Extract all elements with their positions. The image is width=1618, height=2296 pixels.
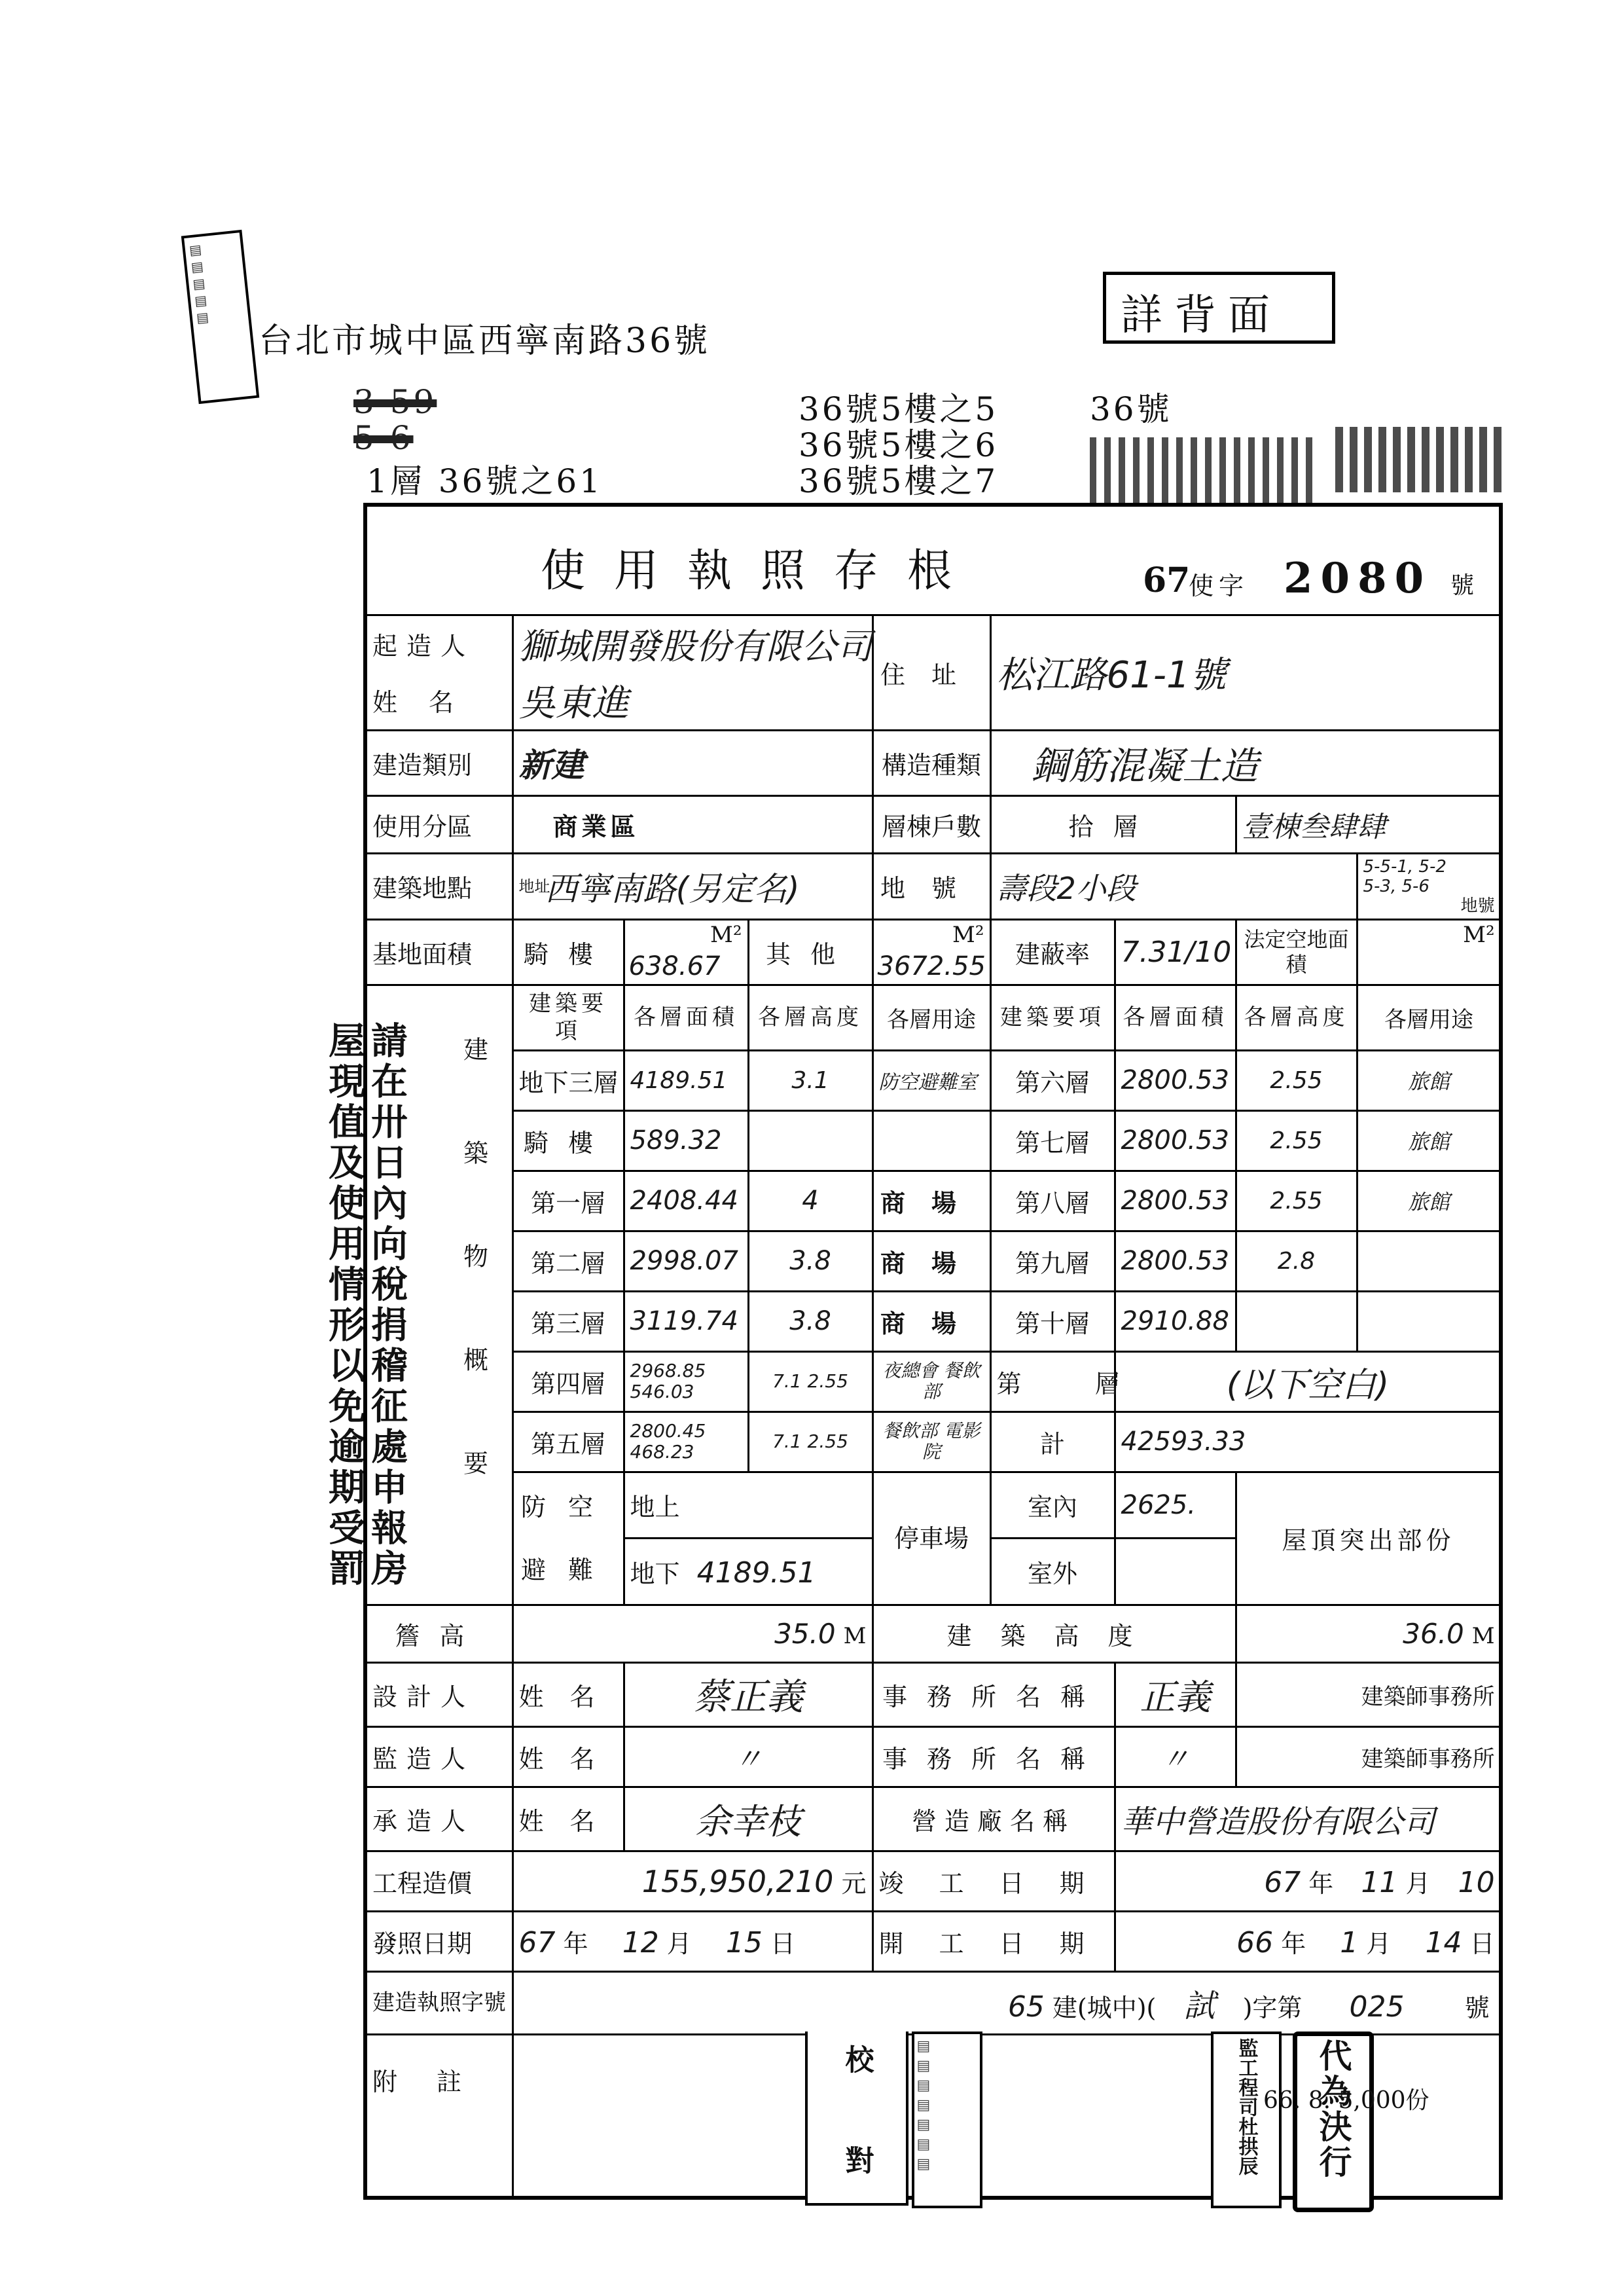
floor-area: 4189.51 [624,1050,748,1110]
units-value: 壹棟叁肆肆 [1236,795,1501,853]
floor-use [1357,1231,1501,1291]
floor-total-label: 計 [990,1412,1115,1472]
above-label: 地上 [630,1493,680,1522]
supervisor-label: 監造人 [365,1726,512,1787]
col-area-left: 各層面積 [624,985,748,1050]
col-item-left: 建築要項 [512,985,624,1050]
issue-year: 67 [518,1925,556,1959]
base-area-label: 基地面積 [365,919,512,985]
address-value: 松江路61-1號 [990,615,1501,730]
floor-height: 2.55 [1236,1050,1357,1110]
permit-f: 號 [1464,1993,1490,2022]
floor-area: 2800.53 [1115,1231,1236,1291]
decide-stamp [1293,2032,1374,2212]
month-char: 月 [666,1929,692,1958]
floor-row [365,1171,1501,1231]
designer-label: 設計人 [365,1662,512,1726]
legal-open-value [1357,919,1501,985]
note-cell [512,2034,1501,2246]
floor-row [365,1050,1501,1110]
floor-area: 2800.45 468.23 [624,1412,748,1472]
col-use-right: 各層用途 [1357,985,1501,1050]
floor-area: 2800.53 [1115,1050,1236,1110]
col-height-left: 各層高度 [748,985,872,1050]
floor-use: 夜總會 餐飲部 [872,1351,990,1412]
lot-label: 地號 [872,853,990,919]
floor-row [365,1412,1501,1472]
col-area-right: 各層面積 [1115,985,1236,1050]
build-type-value: 新建 [512,730,872,795]
lot-value: 壽段2小段 [990,853,1357,919]
floors-label: 層棟戶數 [872,795,990,853]
engineer-stamp-text: 監工程司杜拱辰 [1234,2037,1258,2176]
build-height-value: 36.0 [1403,1617,1464,1650]
issue-month: 12 [622,1925,659,1959]
day-char: 日 [1469,1929,1495,1958]
arcade-area-cell [624,919,748,985]
address-label: 住址 [872,615,990,730]
floor-area: 2800.53 [1115,1110,1236,1171]
supervisor-office: 〃 [1115,1726,1236,1787]
arcade-label: 騎樓 [512,919,624,985]
issue-label: 發照日期 [365,1911,512,1971]
start-day: 14 [1425,1925,1462,1959]
side-notice-col1: 請在卅日內向稅捐稽征處申報房 [365,1021,408,1590]
address-line: 台北市城中區西寧南路36號 [259,321,711,361]
floor-height: 2.55 [1236,1171,1357,1231]
structure-value: 鋼筋混凝土造 [990,730,1501,795]
floor-height: 4 [748,1171,872,1231]
site-cell [512,853,872,919]
month-char: 月 [1405,1868,1431,1898]
floor-area: 2968.85 546.03 [624,1351,748,1412]
applicant-label: 起造人 [365,615,512,672]
floor-name: 第五層 [512,1412,624,1472]
decide-stamp-text: 代為決行 [1314,2038,1353,2180]
complete-cell [1115,1851,1501,1911]
side-notice-col2: 屋現值及使用情形以免逾期受罰 [323,1021,366,1590]
applicant-name-label: 姓名 [365,672,512,731]
engineer-stamp [1211,2032,1282,2208]
note-label: 附註 [365,2034,512,2198]
build-height-cell [1236,1605,1501,1662]
lot-numbers-b: 5-3, 5-6 [1363,876,1429,896]
form-title: 使用執照存根 [541,545,981,597]
designer-office: 正義 [1115,1662,1236,1726]
lot-numbers-a: 5-5-1, 5-2 [1363,856,1447,877]
permit-e: 025 [1349,1990,1405,2024]
arcade-area: 638.67 [628,951,721,981]
floor-use: 餐飲部 電影院 [872,1412,990,1472]
floor-name: 第六層 [990,1050,1115,1110]
other-area: 3672.55 [877,951,986,981]
zone-value: 商業區 [512,795,872,853]
floor-use: 商場 [872,1171,990,1231]
other-area-cell [872,919,990,985]
architect-office: 建築師事務所 [1236,1726,1501,1787]
detail-back-stamp [1103,272,1335,344]
eaves-label: 簷高 [365,1605,512,1662]
cost-label: 工程造價 [365,1851,512,1911]
eaves-cell [512,1605,872,1662]
coverage-value: 7.31/10 [1115,919,1236,985]
floor-use: 旅館 [1357,1171,1501,1231]
floor-height [748,1110,872,1171]
build-height-label: 建築高度 [872,1605,1236,1662]
site-value: 西寧南路(另定名) [545,869,800,908]
contractor-name: 余幸枝 [624,1787,872,1851]
permit-number-prefix: 67 [1143,560,1191,600]
lot-numbers-cell [1357,853,1501,919]
below-cell [624,1539,872,1605]
permit-b: 建(城中)( [1052,1993,1157,2022]
unit-m: M [1471,1622,1495,1649]
floor-use [1357,1291,1501,1351]
unit-row-1-mid: 36號5樓之5 [799,390,999,428]
floor-name: 第 層 [990,1351,1115,1412]
office-label: 事務所名稱 [872,1662,1115,1726]
floor-name: 第八層 [990,1171,1115,1231]
site-label: 建築地點 [365,853,512,919]
permit-number-suffix: 號 [1450,572,1475,599]
floor-name: 第三層 [512,1291,624,1351]
permit-c: 試 [1183,1987,1215,2024]
floor-use: 商場 [872,1291,990,1351]
floor-area: 2998.07 [624,1231,748,1291]
build-type-label: 建造類別 [365,730,512,795]
floor-row [365,1291,1501,1351]
unit-row-3-left: 1層 36號之61 [367,462,603,500]
complete-month: 11 [1361,1865,1398,1899]
year-char: 年 [1308,1868,1334,1898]
start-month: 1 [1340,1925,1359,1959]
eaves-value: 35.0 [774,1617,836,1650]
start-label: 開工日期 [872,1911,1115,1971]
permit-form [363,503,1503,2246]
col-use-left: 各層用途 [872,985,990,1050]
designer-name: 蔡正義 [624,1662,872,1726]
floor-use: 商場 [872,1231,990,1291]
floor-use [872,1110,990,1171]
outdoor-label: 室外 [990,1539,1115,1605]
col-item-right: 建築要項 [990,985,1115,1050]
floor-height: 3.8 [748,1231,872,1291]
outdoor-value [1115,1539,1236,1605]
floor-name: 第二層 [512,1231,624,1291]
print-note: 66. 8. 5,000份 [1263,2087,1429,2114]
office-label: 事務所名稱 [872,1726,1115,1787]
floor-height: 7.1 2.55 [748,1351,872,1412]
floor-name: 地下三層 [512,1050,624,1110]
permit-a: 65 [1007,1990,1045,2024]
check-stamp [805,2032,908,2246]
lot-suffix: 地號 [1460,896,1495,916]
applicant-company: 獅城開發股份有限公司 [512,615,872,672]
floor-name: 第四層 [512,1351,624,1412]
detail-back-text: 詳背面 [1121,291,1282,340]
contractor-label: 承造人 [365,1787,512,1851]
unit-m: M [843,1622,867,1649]
site-small-label: 地址 [518,877,550,896]
floor-total-area: 42593.33 [1115,1412,1501,1472]
coverage-label: 建蔽率 [990,919,1115,985]
clerk-stamp [912,2032,982,2208]
name-label: 姓名 [512,1662,624,1726]
floor-height: 2.55 [1236,1110,1357,1171]
floor-height: 3.1 [748,1050,872,1110]
floor-use: 旅館 [1357,1110,1501,1171]
permit-number-label: 使字 [1189,572,1249,600]
complete-year: 67 [1264,1865,1301,1899]
seal-stamp-topleft [181,230,259,404]
above-cell [624,1472,872,1539]
unit-m2: M² [1463,921,1495,948]
floors-value: 拾層 [990,795,1236,853]
floor-row [365,1231,1501,1291]
supervisor-name: 〃 [624,1726,872,1787]
year-char: 年 [563,1929,588,1958]
below-label: 地下 [630,1559,680,1588]
complete-label: 竣工日期 [872,1851,1115,1911]
indoor-label: 室內 [990,1472,1115,1539]
unit-row-2-mid: 36號5樓之6 [799,426,999,464]
col-height-right: 各層高度 [1236,985,1357,1050]
floor-area: 589.32 [624,1110,748,1171]
unit-m2: M² [952,921,984,948]
floor-name: 騎樓 [512,1110,624,1171]
below-value: 4189.51 [696,1556,816,1590]
seal-stamp-lines: ▤ ▤ ▤ ▤ ▤ [188,241,210,326]
floor-height: 7.1 2.55 [748,1412,872,1472]
outline-label: 建築物概要 [459,1036,488,1554]
floor-area: 3119.74 [624,1291,748,1351]
structure-label: 構造種類 [872,730,990,795]
struck-row-1: 3 59 [353,383,437,421]
floor-name: 第九層 [990,1231,1115,1291]
architect-office: 建築師事務所 [1236,1662,1501,1726]
legal-open-label: 法定空地面積 [1236,919,1357,985]
unit-m2: M² [710,921,742,948]
applicant-person: 吳東進 [512,672,872,731]
parking-label: 停車場 [872,1472,990,1605]
zone-label: 使用分區 [365,795,512,853]
floor-name: 第一層 [512,1171,624,1231]
floor-use: 防空避難室 [872,1050,990,1110]
start-cell [1115,1911,1501,1971]
indoor-value: 2625. [1115,1472,1236,1539]
cost-unit: 元 [841,1868,867,1898]
struck-row-2: 5 6 [353,419,414,457]
floor-row [365,1351,1501,1412]
shelter-label: 防空避難 [512,1472,624,1605]
permit-label: 建造執照字號 [365,1971,512,2034]
complete-day: 10 [1458,1865,1495,1899]
unit-row-3-mid: 36號5樓之7 [799,462,999,500]
clerk-stamp-lines: ▤ ▤ ▤ ▤ ▤ ▤ ▤ [916,2037,931,2172]
permit-number: 2080 [1284,554,1432,603]
issue-day: 15 [725,1925,763,1959]
unit-row-1-right: 36號 [1090,390,1172,428]
start-year: 66 [1236,1925,1274,1959]
floor-height: 3.8 [748,1291,872,1351]
permit-d: )字第 [1242,1993,1303,2022]
floor-height [1236,1291,1357,1351]
cost-value: 155,950,210 [641,1863,834,1899]
name-label: 姓名 [512,1787,624,1851]
issue-cell [512,1911,872,1971]
floor-area: 2800.53 [1115,1171,1236,1231]
check-label: 校對 [840,2044,874,2246]
floor-area: 2910.88 [1115,1291,1236,1351]
month-char: 月 [1366,1929,1392,1958]
outline-label-cell [365,985,512,1605]
permit-cell [512,1971,1501,2034]
floor-area: (以下空白) [1115,1351,1501,1412]
other-label: 其他 [748,919,872,985]
floor-use: 旅館 [1357,1050,1501,1110]
cost-cell [512,1851,872,1911]
roof-label: 屋頂突出部份 [1236,1472,1501,1605]
factory-value: 華中營造股份有限公司 [1115,1787,1501,1851]
form-title-cell [365,505,1501,615]
factory-label: 營造廠名稱 [872,1787,1115,1851]
day-char: 日 [770,1929,796,1958]
name-label: 姓名 [512,1726,624,1787]
floor-height: 2.8 [1236,1231,1357,1291]
floor-row [365,1110,1501,1171]
floor-name: 第十層 [990,1291,1115,1351]
smudged-stamp-a [1090,437,1312,503]
smudged-stamp-b [1335,427,1505,492]
year-char: 年 [1281,1929,1306,1958]
floor-name: 第七層 [990,1110,1115,1171]
floor-area: 2408.44 [624,1171,748,1231]
